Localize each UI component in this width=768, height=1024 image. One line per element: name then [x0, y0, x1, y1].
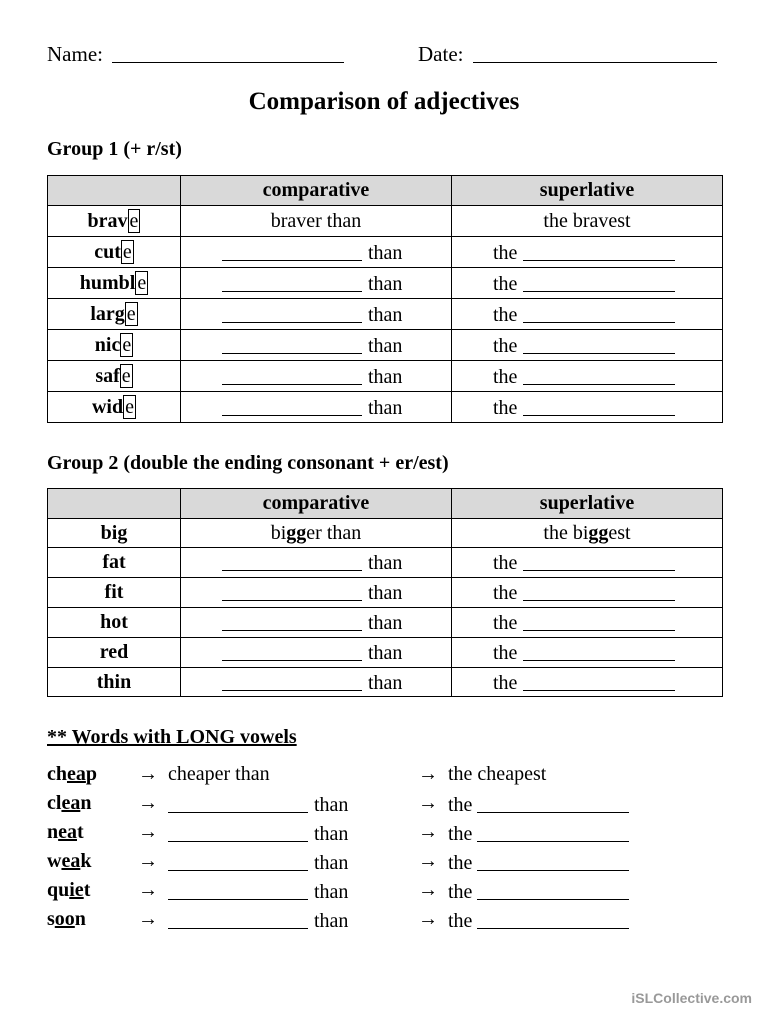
- adjective-stem: brav: [87, 209, 128, 232]
- adjective-cell: big: [48, 519, 181, 548]
- name-blank[interactable]: [112, 44, 344, 63]
- long-vowel-letters: ie: [69, 879, 84, 901]
- comparative-blank[interactable]: [222, 395, 362, 416]
- superlative-blank[interactable]: [523, 610, 675, 631]
- comparative-blank[interactable]: [168, 792, 308, 813]
- comparative-cell: [181, 392, 452, 423]
- superlative-blank[interactable]: [477, 792, 629, 813]
- adjective-cell: [48, 268, 181, 299]
- word-part: ch: [47, 763, 67, 785]
- superlative-blank[interactable]: [523, 580, 675, 601]
- comparative-blank[interactable]: [222, 670, 362, 691]
- superlative-blank[interactable]: [523, 240, 675, 261]
- group1-table: [47, 175, 723, 423]
- the-word: the: [493, 365, 518, 388]
- the-word: the: [448, 910, 473, 932]
- the-word: the: [448, 823, 473, 845]
- the-word: the: [493, 272, 518, 295]
- than-word: than: [368, 241, 403, 264]
- superlative-blank[interactable]: [523, 271, 675, 292]
- boxed-ending: e: [129, 209, 139, 232]
- than-word: than: [314, 910, 349, 932]
- superlative-cell: [452, 237, 723, 268]
- comparative-blank[interactable]: [222, 640, 362, 661]
- long-vowel-letters: ea: [58, 821, 78, 843]
- comparative-fill: [168, 908, 348, 933]
- the-word: the: [493, 334, 518, 357]
- the-word: the: [493, 303, 518, 326]
- comparative-blank[interactable]: [168, 850, 308, 871]
- comparative-fill: [168, 850, 348, 875]
- superlative-cell: [452, 608, 723, 638]
- superlative-blank[interactable]: [523, 640, 675, 661]
- than-word: than: [314, 794, 349, 816]
- date-field: [418, 42, 717, 67]
- name-field: [47, 42, 344, 67]
- adjective-cell: fat: [48, 548, 181, 578]
- than-word: than: [368, 303, 403, 326]
- arrow-icon: →: [138, 908, 158, 930]
- adjective-stem: humbl: [79, 271, 136, 294]
- header-comparative: comparative: [181, 176, 452, 206]
- table-header-row: [48, 176, 723, 206]
- word-part: n: [80, 792, 92, 814]
- doubled-consonant: gg: [286, 521, 307, 544]
- superlative-cell: [452, 361, 723, 392]
- superlative-fill: [448, 850, 629, 875]
- list-item: [0, 908, 768, 937]
- than-word: than: [368, 334, 403, 357]
- superlative-fill: [448, 908, 629, 933]
- adjective-cell: [48, 206, 181, 237]
- word-part: w: [47, 850, 62, 872]
- superlative-cell: [452, 268, 723, 299]
- header-superlative: superlative: [452, 489, 723, 519]
- table-row: [48, 548, 723, 578]
- comparative-fill: [168, 821, 348, 846]
- adjective-cell: fit: [48, 578, 181, 608]
- comparative-blank[interactable]: [222, 302, 362, 323]
- long-vowel-letters: oo: [54, 908, 75, 930]
- than-word: than: [368, 365, 403, 388]
- arrow-icon: →: [138, 879, 158, 901]
- adjective-stem: larg: [90, 302, 125, 325]
- comparative-cell: [181, 237, 452, 268]
- the-word: the: [493, 396, 518, 419]
- group2-heading: Group 2 (double the ending consonant + er/est): [47, 452, 449, 474]
- table-row: [48, 608, 723, 638]
- list-item: [0, 792, 768, 821]
- the-word: the: [493, 671, 518, 694]
- adjective-stem: nic: [94, 333, 121, 356]
- adjective-stem: cut: [94, 240, 121, 263]
- comparative-cell: [181, 330, 452, 361]
- than-word: than: [368, 582, 403, 604]
- the-word: the: [448, 881, 473, 903]
- comparative-answer: cheaper than: [168, 763, 270, 785]
- list-item: [0, 879, 768, 908]
- the-word: the: [493, 612, 518, 634]
- comparative-blank[interactable]: [222, 580, 362, 601]
- superlative-blank[interactable]: [523, 364, 675, 385]
- table-row: [48, 361, 723, 392]
- header-superlative: superlative: [452, 176, 723, 206]
- date-blank[interactable]: [473, 44, 717, 63]
- adjective-cell: [48, 361, 181, 392]
- long-vowel-word: [47, 821, 84, 844]
- than-word: than: [368, 671, 403, 694]
- arrow-icon: →: [138, 821, 158, 843]
- comparative-cell: [181, 578, 452, 608]
- comparative-blank[interactable]: [168, 879, 308, 900]
- superlative-cell: [452, 299, 723, 330]
- superlative-blank[interactable]: [523, 670, 675, 691]
- header-blank-cell: [48, 489, 181, 519]
- word-part: t: [77, 821, 84, 843]
- the-word: the: [493, 552, 518, 574]
- superlative-blank[interactable]: [477, 850, 629, 871]
- table-row: [48, 578, 723, 608]
- comparative-cell: [181, 608, 452, 638]
- superlative-cell: the bravest: [452, 206, 723, 237]
- superlative-blank[interactable]: [477, 821, 629, 842]
- than-word: than: [368, 552, 403, 574]
- superlative-cell: [452, 519, 723, 548]
- long-vowels-heading: ** Words with LONG vowels: [47, 726, 297, 748]
- comparative-fill: [168, 879, 348, 904]
- name-label: Name:: [47, 42, 103, 66]
- date-label: Date:: [418, 42, 464, 66]
- comparative-blank[interactable]: [222, 240, 362, 261]
- group1-heading: Group 1 (+ r/st): [47, 138, 182, 160]
- word-part: cl: [47, 792, 62, 814]
- boxed-ending: e: [125, 395, 134, 418]
- long-vowel-word: [47, 792, 91, 815]
- long-vowel-word: [47, 879, 90, 902]
- arrow-icon: →: [418, 763, 438, 785]
- superlative-cell: [452, 578, 723, 608]
- word-part: n: [74, 908, 86, 930]
- table-row: [48, 206, 723, 237]
- superlative-cell: [452, 668, 723, 697]
- long-vowel-letters: ea: [61, 792, 81, 814]
- long-vowel-word: [47, 850, 91, 873]
- list-item: [0, 821, 768, 850]
- table-row: [48, 268, 723, 299]
- than-word: than: [368, 272, 403, 295]
- arrow-icon: →: [418, 879, 438, 901]
- long-vowel-letters: ea: [67, 763, 86, 785]
- table-row: [48, 638, 723, 668]
- superlative-blank[interactable]: [523, 550, 675, 571]
- superlative-blank[interactable]: [523, 395, 675, 416]
- the-word: the: [493, 582, 518, 604]
- superlative-fill: [448, 821, 629, 846]
- word-part: s: [47, 908, 55, 930]
- word-part: n: [47, 821, 59, 843]
- table-header-row: [48, 489, 723, 519]
- adjective-cell: [48, 330, 181, 361]
- comparative-cell: [181, 299, 452, 330]
- page-title: Comparison of adjectives: [248, 88, 520, 115]
- boxed-ending: e: [122, 240, 132, 263]
- long-vowel-word: [47, 908, 86, 931]
- superlative-blank[interactable]: [523, 302, 675, 323]
- word-part: p: [85, 763, 98, 785]
- adjective-stem: saf: [95, 364, 120, 387]
- comparative-blank[interactable]: [222, 610, 362, 631]
- the-word: the: [448, 794, 473, 816]
- word-part: k: [80, 850, 92, 872]
- comparative-blank[interactable]: [222, 333, 362, 354]
- comparative-cell: braver than: [181, 206, 452, 237]
- the-word: the: [493, 241, 518, 264]
- than-word: than: [314, 881, 349, 903]
- table-row: [48, 330, 723, 361]
- table-row: [48, 392, 723, 423]
- arrow-icon: →: [418, 792, 438, 814]
- comparative-part: bi: [270, 521, 287, 544]
- doubled-consonant: gg: [588, 521, 609, 544]
- superlative-answer: the cheapest: [448, 763, 547, 785]
- boxed-ending: e: [126, 302, 136, 325]
- table-row: [48, 299, 723, 330]
- comparative-cell: [181, 548, 452, 578]
- list-item: [0, 763, 768, 792]
- long-vowel-letters: ea: [61, 850, 81, 872]
- adjective-cell: [48, 392, 181, 423]
- the-word: the: [448, 852, 473, 874]
- adjective-cell: [48, 237, 181, 268]
- arrow-icon: →: [138, 792, 158, 814]
- superlative-blank[interactable]: [523, 333, 675, 354]
- adjective-cell: hot: [48, 608, 181, 638]
- superlative-cell: [452, 392, 723, 423]
- table-row: [48, 519, 723, 548]
- arrow-icon: →: [418, 850, 438, 872]
- than-word: than: [368, 642, 403, 664]
- comparative-blank[interactable]: [168, 908, 308, 929]
- word-part: qu: [47, 879, 70, 901]
- header-blank-cell: [48, 176, 181, 206]
- table-row: [48, 668, 723, 697]
- adjective-cell: [48, 299, 181, 330]
- comparative-blank[interactable]: [168, 821, 308, 842]
- boxed-ending: e: [137, 271, 147, 294]
- arrow-icon: →: [418, 908, 438, 930]
- comparative-cell: [181, 668, 452, 697]
- comparative-blank[interactable]: [222, 271, 362, 292]
- long-vowel-word: [47, 763, 97, 786]
- than-word: than: [368, 612, 403, 634]
- arrow-icon: →: [138, 850, 158, 872]
- comparative-cell: [181, 638, 452, 668]
- superlative-blank[interactable]: [477, 908, 629, 929]
- superlative-part: the bi: [543, 521, 589, 544]
- boxed-ending: e: [121, 364, 131, 387]
- the-word: the: [493, 642, 518, 664]
- table-row: [48, 237, 723, 268]
- superlative-part: est: [608, 521, 631, 544]
- than-word: than: [314, 852, 349, 874]
- superlative-fill: [448, 879, 629, 904]
- superlative-cell: [452, 330, 723, 361]
- boxed-ending: e: [122, 333, 132, 356]
- comparative-blank[interactable]: [222, 550, 362, 571]
- comparative-cell: [181, 361, 452, 392]
- than-word: than: [368, 396, 403, 419]
- superlative-blank[interactable]: [477, 879, 629, 900]
- group2-table: [47, 488, 723, 697]
- superlative-cell: [452, 638, 723, 668]
- arrow-icon: →: [138, 763, 158, 785]
- comparative-blank[interactable]: [222, 364, 362, 385]
- header-comparative: comparative: [181, 489, 452, 519]
- comparative-part: er than: [306, 521, 362, 544]
- superlative-fill: [448, 792, 629, 817]
- watermark: iSLCollective.com: [631, 990, 752, 1006]
- adjective-stem: wid: [91, 395, 124, 418]
- than-word: than: [314, 823, 349, 845]
- comparative-cell: [181, 519, 452, 548]
- word-part: t: [83, 879, 91, 901]
- superlative-cell: [452, 548, 723, 578]
- comparative-cell: [181, 268, 452, 299]
- arrow-icon: →: [418, 821, 438, 843]
- adjective-cell: red: [48, 638, 181, 668]
- comparative-fill: [168, 792, 348, 817]
- list-item: [0, 850, 768, 879]
- adjective-cell: thin: [48, 668, 181, 697]
